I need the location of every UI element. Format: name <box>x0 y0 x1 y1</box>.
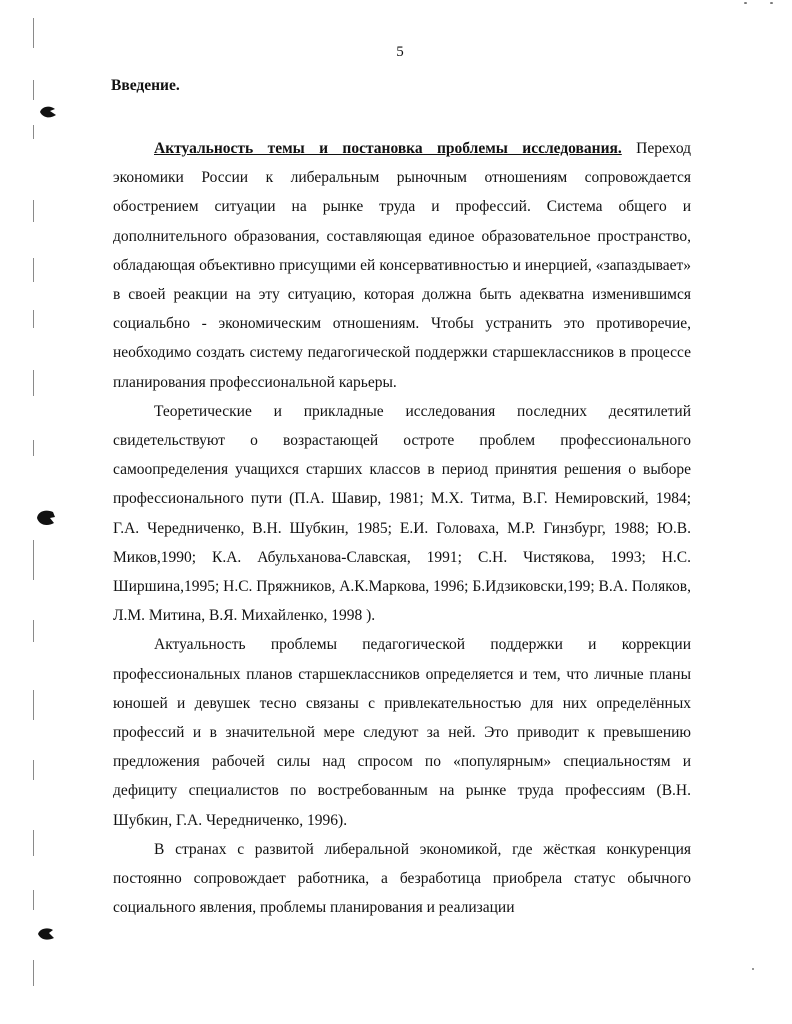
paragraph <box>113 134 691 397</box>
paragraph: Актуальность проблемы педагогической поддержки и коррекции профессиональных планов старшеклассников определяется и тем, что личные планы юношей и девушек тесно связаны с привлекательностью для них определённых профессий и в значительной мере следуют за ней. Это приводит к превышению предложения рабочей силы над спросом по «популярным» специальностям и дефициту специалистов по востребованным на рынке труда профессиям (В.Н. Шубкин, Г.А. Чередниченко, 1996). <box>113 636 691 829</box>
margin-line <box>33 760 34 780</box>
margin-line <box>33 960 34 986</box>
margin-line <box>33 80 34 100</box>
paragraph: Теоретические и прикладные исследования последних десятилетий свидетельствуют о возрастающей остроте проблем профессионального самоопределения учащихся старших классов в период принятия решения о выборе профессионального пути (П.А. Шавир, 1981; М.Х. Титма, В.Г. Немировский, 1984; Г.А. Чередниченко, В.Н. Шубкин, 1985; Е.И. Головаха, М.Р. Гинзбург, 1988; Ю.В. Миков,1990; К.А. Абульханова-Славская, 1991; С.Н. Чистякова, 1993; Н.С. Ширшина,1995; Н.С. Пряжников, А.К.Маркова, 1996; Б.Идзиковски,199; В.А. Поляков, Л.М. Митина, В.Я. Михайленко, 1998 ). <box>113 402 691 625</box>
margin-line <box>33 440 34 456</box>
scan-speck <box>744 2 747 4</box>
punch-hole-mark <box>38 104 58 120</box>
section-heading: Введение. <box>111 77 180 94</box>
margin-line <box>33 125 34 139</box>
margin-line <box>33 690 34 720</box>
margin-line <box>33 18 34 48</box>
punch-hole-mark <box>36 926 56 942</box>
page-number: 5 <box>396 44 404 60</box>
lead-title: Актуальность темы и постановка проблемы исследования. <box>154 140 622 157</box>
margin-line <box>33 370 34 396</box>
scan-speck <box>752 968 754 970</box>
margin-line <box>33 620 34 642</box>
paragraph: В странах с развитой либеральной экономикой, где жёсткая конкуренция постоянно сопровождает работника, а безработица приобрела статус обычного социального явления, проблемы планирования и реализации <box>113 840 691 917</box>
margin-line <box>33 310 34 328</box>
margin-line <box>33 830 34 856</box>
body-text <box>113 134 691 922</box>
scan-speck <box>770 2 773 4</box>
punch-hole-mark <box>35 508 57 528</box>
margin-line <box>33 540 34 580</box>
margin-line <box>33 890 34 910</box>
paragraph-text: Переход экономики России к либеральным рыночным отношениям сопровождается обострением ситуации на рынке труда и профессий. Система общего и дополнительного образования, составляющая единое образовательное пространство, обладающая объективно присущими ей консервативностью и инерцией, «запаздывает» в своей реакции на эту ситуацию, которая должна быть адекватна изменившимся социальбно - экономическим отношениям. Чтобы устранить это противоречие, необходимо создать систему педагогической поддержки старшеклассников в процессе планирования профессиональной карьеры. <box>113 140 692 391</box>
margin-line <box>33 200 34 222</box>
margin-line <box>33 258 34 282</box>
